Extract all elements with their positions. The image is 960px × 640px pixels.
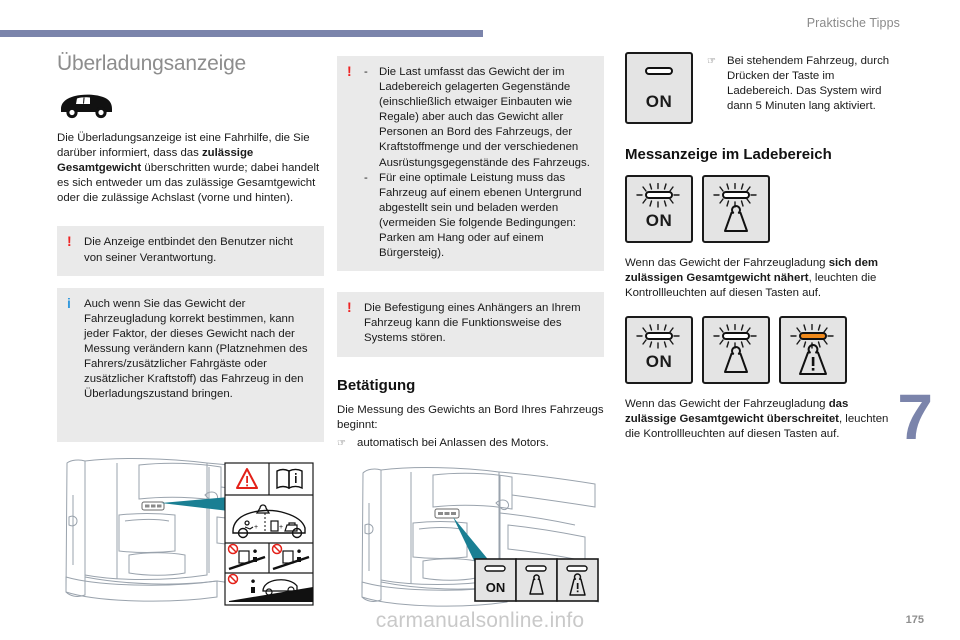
van-icon <box>57 90 324 125</box>
info-callout-weight-change <box>57 288 324 443</box>
weight-icon <box>719 345 753 375</box>
page-title: Überladungsanzeige <box>57 52 247 75</box>
warning-list <box>364 65 593 261</box>
on-switch-lit[interactable] <box>625 175 693 243</box>
svg-text:+: + <box>254 524 259 531</box>
intro-text-2: überschritten wurde; dabei handelt es sich entweder um das zulässige Gesamtgewicht oder die zulässige Achslast (vorne und hinten). <box>57 162 320 205</box>
intro-text-bold: zulässige Gesamtgewicht <box>57 147 254 175</box>
weight-icon <box>719 204 753 234</box>
led-indicator-icon <box>645 332 673 340</box>
info-icon: i <box>67 294 71 311</box>
svg-text:ON: ON <box>485 580 506 595</box>
led-indicator-icon <box>645 67 673 75</box>
near-text-bold: sich dem zulässigen Gesamtgewicht nähert <box>625 257 879 285</box>
hand-pointer-icon: ☞ <box>337 437 346 449</box>
led-indicator-icon <box>799 332 827 340</box>
list-item <box>707 54 897 114</box>
intro-paragraph <box>57 131 324 206</box>
over-text-bold: das zulässige Gesamtgewicht überschreitet <box>625 398 849 426</box>
content-column-2 <box>337 52 604 453</box>
list-item-text: Die Last umfasst das Gewicht der im Ladebereich gelagerten Gegenstände (einschließlich etwaiger Einbauten wie Regale) aber auch das Gewicht aller Personen an Bord des Fahrzeugs, der Kraftstoffmenge und der verschiedenen Ausrüstungsgegenstände des Fahrzeugs. <box>379 66 590 169</box>
switch-label: ON <box>645 92 673 111</box>
header-title: Praktische Tipps <box>806 16 900 30</box>
list-item-text: Für eine optimale Leistung muss das Fahrzeug auf einem ebenen Untergrund abgestellt sein und beladen werden (vermeiden Sie folgende Bedingungen: Parken am Hang oder auf einem Bürgersteig). <box>379 171 582 260</box>
over-text-1: Wenn das Gewicht der Fahrzeugladung <box>625 398 829 411</box>
list-item <box>364 65 593 171</box>
content-column-3 <box>625 52 897 454</box>
on-switch-button[interactable] <box>625 52 693 124</box>
weight-switch-lit[interactable] <box>702 175 770 243</box>
list-marker: - <box>364 171 368 184</box>
hand-pointer-icon: ☞ <box>707 56 716 67</box>
warning-callout-responsibility <box>57 226 324 275</box>
switch-row-over-limit <box>625 316 897 384</box>
list-marker: - <box>364 66 368 78</box>
subheading-operation: Betätigung <box>337 376 416 394</box>
near-text-1: Wenn das Gewicht der Fahrzeugladung <box>625 257 829 269</box>
list-item-text: automatisch bei Anlassen des Motors. <box>357 436 549 449</box>
led-indicator-icon <box>645 191 673 199</box>
warning-icon: ! <box>67 233 72 250</box>
weight-switch-lit[interactable] <box>702 316 770 384</box>
intro-text-1: Die Überladungsanzeige ist eine Fahrhilfe, die Sie darüber informiert, dass das <box>57 132 310 160</box>
near-text-2: , leuchten die Kontrollleuchten auf diesen Tasten auf. <box>625 272 877 300</box>
overload-switch-lit[interactable] <box>779 316 847 384</box>
watermark: carmanualsonline.info <box>375 609 585 632</box>
info-callout-text: Auch wenn Sie das Gewicht der Fahrzeugladung korrekt bestimmen, kann jeder Faktor, der dieses Gewicht nach der Messung verändern kann (Platznehmen des Fahrers/zusätzlicher Fahrgäste oder zusätzlicher Kraftstoff) das Fahrzeug in den Überladungszustand bringen. <box>84 297 308 401</box>
switch-row-near-limit <box>625 175 897 243</box>
operation-bullet-list <box>337 436 604 451</box>
list-item-text: Bei stehendem Fahrzeug, durch Drücken der Taste im Ladebereich. Das System wird dann 5 Minuten lang aktiviert. <box>727 55 890 113</box>
warning-icon: ! <box>347 299 352 316</box>
header-accent-bar <box>0 30 483 37</box>
svg-text:+: + <box>279 524 284 531</box>
led-indicator-icon <box>722 191 750 199</box>
over-limit-description <box>625 397 897 442</box>
warning-callout-text: Die Anzeige entbindet den Benutzer nicht von seiner Verantwortung. <box>84 236 293 264</box>
switch-label: ON <box>645 211 673 230</box>
overload-warning-icon <box>794 343 832 377</box>
operation-intro: Die Messung des Gewichts an Bord Ihres Fahrzeugs beginnt: <box>337 403 604 431</box>
on-switch-lit[interactable] <box>625 316 693 384</box>
list-item <box>364 171 593 262</box>
page-number: 175 <box>905 614 924 626</box>
warning-callout-trailer <box>337 292 604 356</box>
over-text-2: , leuchten die Kontrollleuchten auf diesen Tasten auf. <box>625 413 889 441</box>
switch-label: ON <box>645 352 673 372</box>
list-item <box>337 436 604 451</box>
manual-activation-list <box>707 52 897 116</box>
figure-cargo-warning-label <box>57 455 315 615</box>
content-column-1 <box>57 52 324 454</box>
warning-icon: ! <box>347 63 352 79</box>
subheading-load-area-display: Messanzeige im Ladebereich <box>625 146 832 163</box>
section-number: 7 <box>897 381 932 453</box>
warning-callout-load-definition <box>337 56 604 271</box>
near-limit-description <box>625 256 897 301</box>
led-indicator-icon <box>722 332 750 340</box>
figure-cargo-buttons <box>355 455 600 615</box>
manual-activation-block <box>625 52 897 124</box>
warning-callout-text: Die Befestigung eines Anhängers an Ihrem Fahrzeug kann die Funktionsweise des Systems stören. <box>364 302 581 345</box>
